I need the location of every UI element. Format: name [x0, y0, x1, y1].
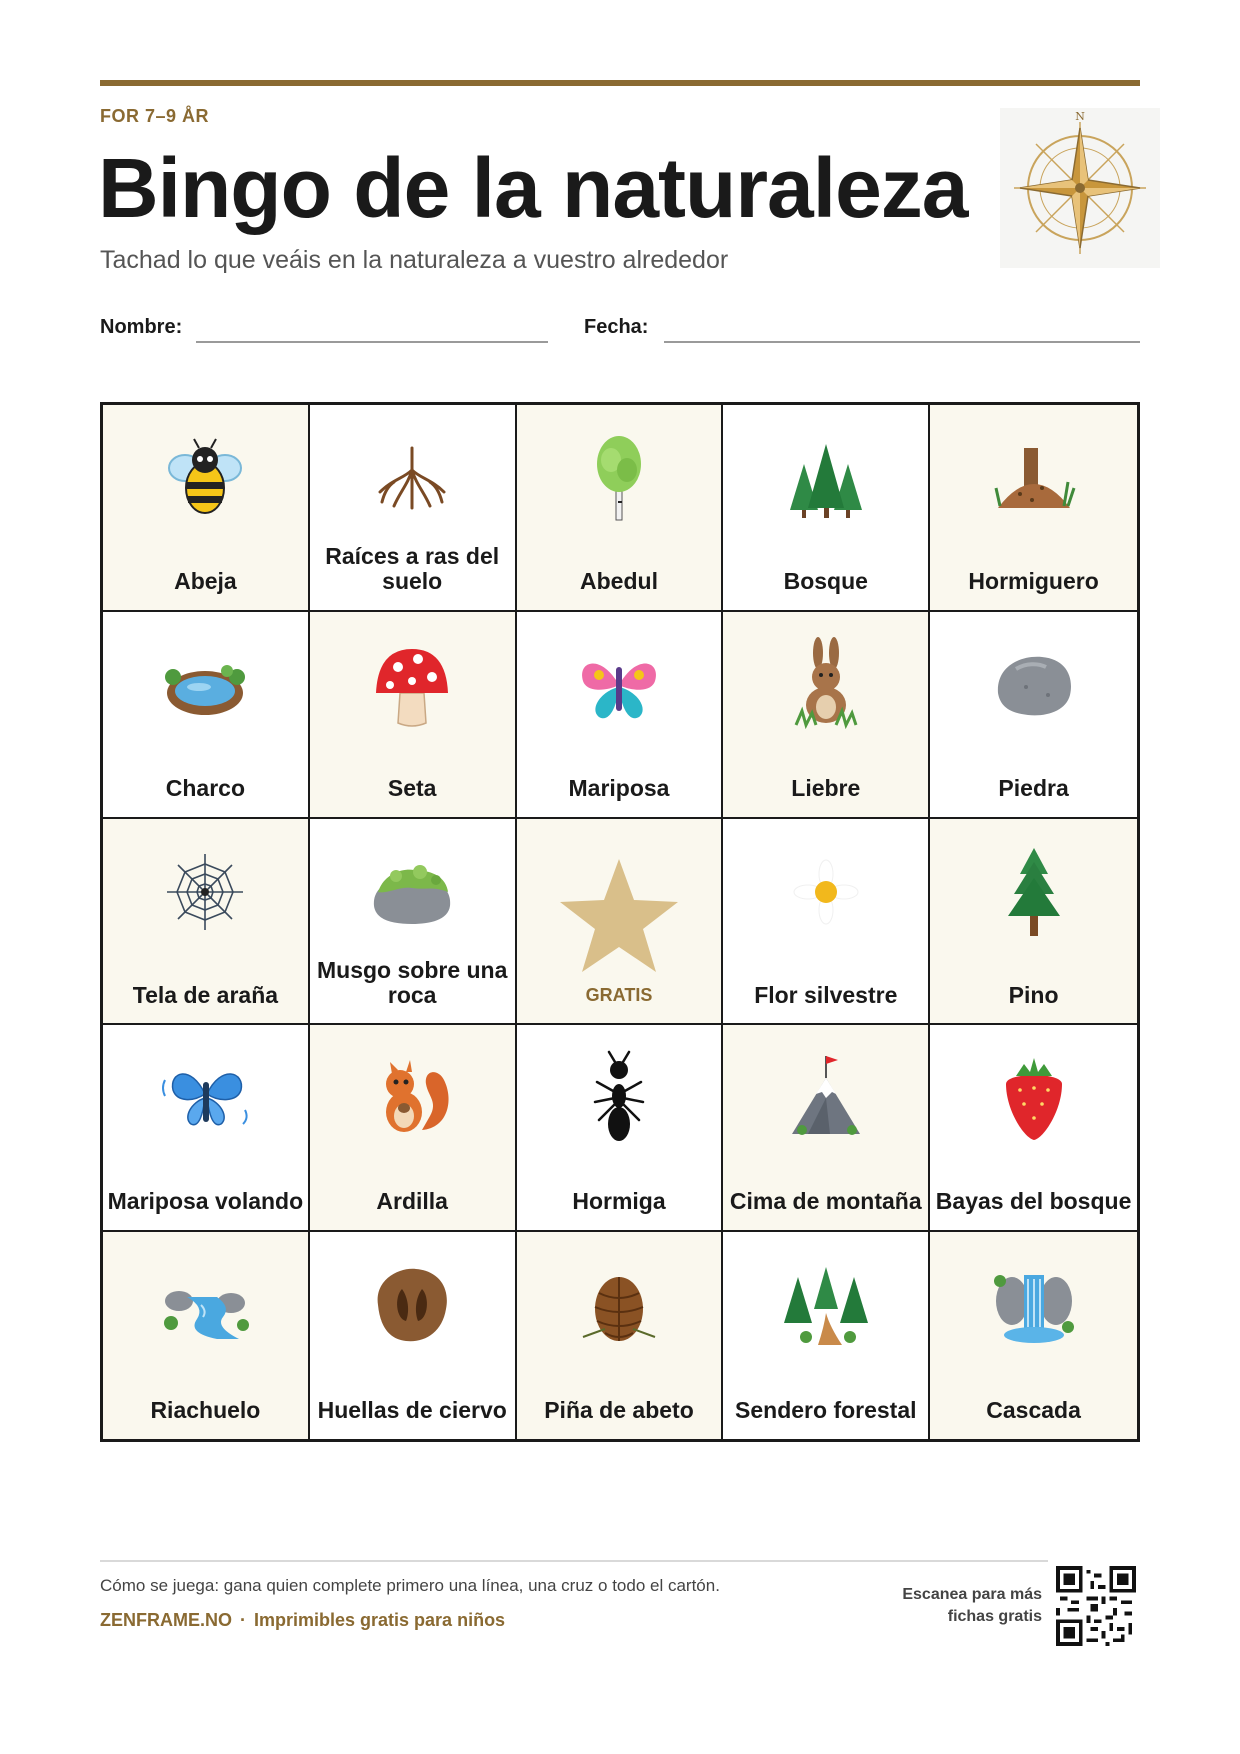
bingo-cell-flying-butterfly[interactable]: [103, 1025, 310, 1232]
waterfall-icon: [986, 1257, 1082, 1353]
mountain-peak-icon: [778, 1050, 874, 1146]
bingo-cell-label: Tela de araña: [132, 981, 279, 1008]
deer-tracks-icon: [364, 1257, 460, 1353]
bingo-cell-spider-web[interactable]: [103, 819, 310, 1026]
wildflower-icon: [778, 844, 874, 940]
bingo-cell-label: Cima de montaña: [729, 1188, 922, 1215]
bingo-cell-roots[interactable]: [310, 405, 517, 612]
bingo-cell-deer-tracks[interactable]: [310, 1232, 517, 1439]
page-subtitle: Tachad lo que veáis en la naturaleza a vuestro alrededor: [100, 246, 729, 274]
bingo-cell-label: Bayas del bosque: [935, 1188, 1132, 1215]
bingo-cell-puddle[interactable]: [103, 612, 310, 819]
bingo-cell-label: Pino: [1008, 981, 1059, 1008]
brand-line: [100, 1610, 505, 1631]
bingo-cell-mushroom[interactable]: [310, 612, 517, 819]
bingo-cell-label: Piña de abeto: [544, 1397, 694, 1424]
bingo-cell-label: Bosque: [783, 567, 868, 594]
birch-tree-icon: [571, 430, 667, 526]
stone-icon: [986, 637, 1082, 733]
brand-tagline: Imprimibles gratis para niños: [254, 1610, 506, 1630]
bingo-cell-label: Hormiguero: [968, 567, 1099, 594]
squirrel-icon: [364, 1050, 460, 1146]
scan-text: [842, 1584, 1042, 1629]
flying-butterfly-icon: [157, 1050, 253, 1146]
bingo-cell-ant[interactable]: [517, 1025, 724, 1232]
date-label: Fecha:: [584, 316, 649, 338]
bingo-cell-label: Riachuelo: [150, 1397, 261, 1424]
bingo-cell-pine-cone[interactable]: [517, 1232, 724, 1439]
bingo-cell-label: Abeja: [174, 567, 237, 594]
bee-icon: [157, 430, 253, 526]
bingo-cell-squirrel[interactable]: [310, 1025, 517, 1232]
mushroom-icon: [364, 637, 460, 733]
bingo-cell-forest-path[interactable]: [723, 1232, 930, 1439]
moss-rock-icon: [364, 844, 460, 940]
bingo-cell-label: Flor silvestre: [754, 981, 898, 1008]
bingo-cell-label: Seta: [387, 774, 437, 801]
bingo-grid: [100, 402, 1140, 1442]
forest-icon: [778, 430, 874, 526]
bingo-cell-bee[interactable]: [103, 405, 310, 612]
bingo-cell-label: Huellas de ciervo: [317, 1397, 507, 1424]
compass-rose-icon: [1000, 108, 1160, 268]
bingo-cell-label: Hormiga: [572, 1188, 666, 1215]
name-field[interactable]: [196, 341, 548, 343]
page-title: Bingo de la naturaleza: [98, 141, 968, 235]
bingo-cell-moss-rock[interactable]: [310, 819, 517, 1026]
bingo-cell-hare[interactable]: [723, 612, 930, 819]
bingo-cell-birch[interactable]: [517, 405, 724, 612]
scan-line-2: fichas gratis: [947, 1608, 1042, 1626]
bingo-cell-waterfall[interactable]: [930, 1232, 1137, 1439]
free-space-label: GRATIS: [585, 984, 653, 1005]
pine-tree-icon: [986, 844, 1082, 940]
top-rule: [100, 80, 1140, 86]
age-label: FOR 7–9 ÅR: [100, 106, 210, 126]
strawberry-icon: [986, 1050, 1082, 1146]
bingo-cell-label: Mariposa: [568, 774, 670, 801]
name-label: Nombre:: [100, 316, 183, 338]
bingo-cell-label: Liebre: [791, 774, 861, 801]
forest-path-icon: [778, 1257, 874, 1353]
star-icon: [557, 857, 681, 975]
bingo-cell-label: Mariposa volando: [107, 1188, 304, 1215]
bingo-cell-anthill[interactable]: [930, 405, 1137, 612]
hare-icon: [778, 637, 874, 733]
roots-icon: [364, 430, 460, 526]
stream-icon: [157, 1257, 253, 1353]
spider-web-icon: [157, 844, 253, 940]
bingo-cell-forest[interactable]: [723, 405, 930, 612]
anthill-icon: [986, 430, 1082, 526]
bingo-cell-stream[interactable]: [103, 1232, 310, 1439]
bingo-cell-stone[interactable]: [930, 612, 1137, 819]
qr-code-icon[interactable]: [1056, 1566, 1136, 1646]
bingo-cell-pine[interactable]: [930, 819, 1137, 1026]
bingo-cell-label: Ardilla: [376, 1188, 448, 1215]
bingo-cell-label: Charco: [165, 774, 246, 801]
puddle-icon: [157, 637, 253, 733]
pine-cone-icon: [571, 1257, 667, 1353]
bingo-cell-wildflower[interactable]: [723, 819, 930, 1026]
bingo-cell-label: Cascada: [986, 1397, 1081, 1424]
brand-separator: ·: [240, 1610, 246, 1630]
bingo-cell-label: Musgo sobre una roca: [316, 956, 508, 1008]
footer-divider: [100, 1560, 1048, 1562]
bingo-cell-label: Sendero forestal: [735, 1397, 917, 1424]
bingo-cell-mountain-peak[interactable]: [723, 1025, 930, 1232]
how-to-play-text: Cómo se juega: gana quien complete primero una línea, una cruz o todo el cartón.: [100, 1576, 720, 1595]
bingo-cell-label: Abedul: [580, 567, 658, 594]
scan-line-1: Escanea para más: [902, 1586, 1042, 1603]
svg-text:N: N: [1075, 110, 1085, 123]
bingo-cell-label: Piedra: [998, 774, 1069, 801]
bingo-cell-label: Raíces a ras del suelo: [325, 543, 500, 594]
bingo-cell-berries[interactable]: [930, 1025, 1137, 1232]
date-field[interactable]: [664, 341, 1140, 343]
brand-name[interactable]: ZENFRAME.NO: [100, 1610, 232, 1630]
ant-icon: [571, 1050, 667, 1146]
bingo-cell-butterfly[interactable]: [517, 612, 724, 819]
butterfly-icon: [571, 637, 667, 733]
bingo-cell-free[interactable]: [517, 819, 724, 1026]
